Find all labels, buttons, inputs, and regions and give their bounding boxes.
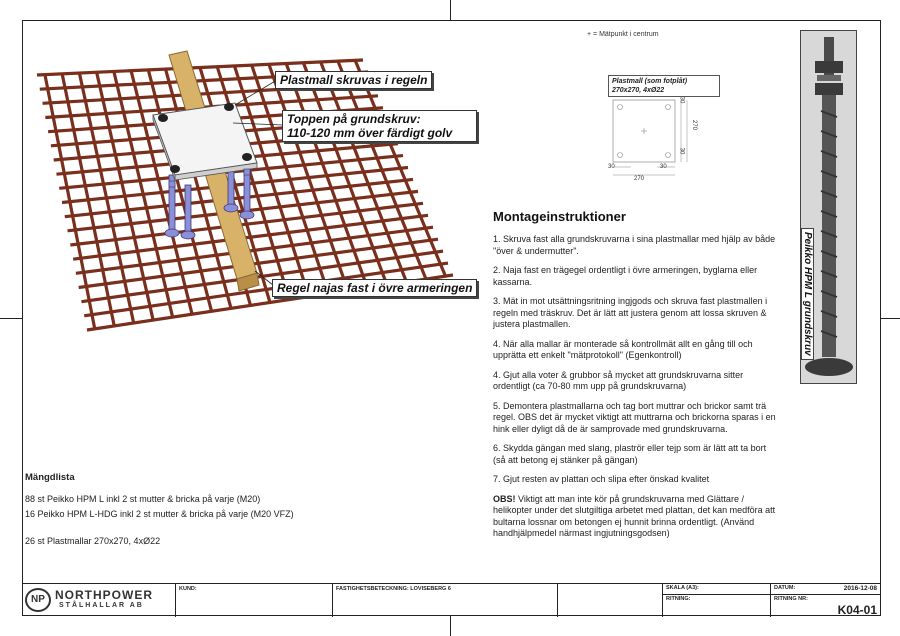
mangdlista — [25, 472, 445, 550]
instruction-obs — [493, 494, 778, 540]
crop-mark-top — [450, 0, 451, 20]
ritning-nr-label: RITNING NR: — [774, 596, 808, 602]
instruction-step: 7. Gjut resten av plattan och slipa efter önskad kvalitet — [493, 474, 710, 484]
tb-fastighet — [332, 584, 557, 617]
instruction-step: 2. Naja fast en trägegel ordentligt i övre armeringen, byglarna eller kassarna. — [493, 265, 758, 287]
ritning-label: RITNING: — [666, 596, 691, 602]
ritning-nr-row — [771, 595, 881, 617]
bolt-nut-1 — [815, 61, 843, 73]
bolt-foot — [165, 229, 179, 237]
datum-label: DATUM: — [774, 585, 796, 591]
anchor-bolt — [185, 185, 191, 233]
instruction-step: 5. Demontera plastmallarna och tag bort muttrar och brickor samt trä regel. OBS det är mycket viktigt att muttrarna och brickorna sparas i en hink eller dyligt då de är samprovade med grundskruvarna. — [493, 400, 776, 434]
bolt-foot — [240, 211, 254, 219]
datum-value: 2016-12-08 — [843, 585, 877, 592]
logo-company: NORTHPOWER — [55, 588, 153, 602]
datum-row — [771, 584, 881, 595]
fastighet-value: LOVISEBERG 6 — [410, 586, 451, 592]
northpower-logo — [25, 586, 175, 614]
callout-toppen-line2: 110-120 mm över färdigt golv — [287, 126, 453, 140]
instruction-step: 3. Mät in mot utsättningsritning ingjgods och skruva fast plastmallen i regeln med träskruv. Det är lätt att justera genom att lossa skruven & justera plastmallen. — [493, 296, 768, 329]
dim-30-right: 30 — [660, 164, 667, 170]
ritning-nr-value: K04-01 — [837, 603, 877, 617]
dim-270-bottom: 270 — [634, 176, 645, 182]
instruction-step: 4. Gjut alla voter & grubbor så mycket att grundskruvarna sitter ordentligt (ca 70-80 mm upp på grundskruvarna) — [493, 369, 744, 391]
product-label: Peikko HPM L grundskruv — [801, 228, 814, 360]
obs-text: Viktigt att man inte kör på grundskruvarna med Glättare / helikopter under det slutgiltiga arbetet med plattan, det kan medföra att bultarna lossnar om betongen ej hunnit brinna ordentligt. (Använd handhjälpmedel närmast ingjutningsgodsen) — [493, 493, 776, 538]
mangdlista-row: 88 st Peikko HPM L inkl 2 st mutter & bricka på varje (M20) — [25, 494, 261, 504]
fastighet-label: FASTIGHETSBETECKNING: — [336, 586, 409, 592]
instructions-heading: Montageinstruktioner — [493, 209, 626, 224]
bolt-foot — [181, 231, 195, 239]
instructions-title — [493, 209, 626, 224]
logo-company-sub: STÅLHALLAR AB — [59, 602, 144, 609]
dim-30-bottom-side: 30 — [678, 147, 685, 155]
kund-label: KUND: — [179, 586, 197, 592]
mangdlista-title: Mängdlista — [25, 472, 75, 483]
crop-mark-left — [0, 318, 22, 319]
instruction-step: 6. Skydda gängan med slang, plaströr eller tejp som är lätt att ta bort (så att betong ej stänker på gängan) — [493, 443, 767, 465]
instruction-step: 1. Skruva fast alla grundskruvarna i sina plastmallar med hjälp av både "över & undermutter". — [493, 234, 776, 256]
callout-toppen — [282, 110, 477, 142]
plastmall-dimension-drawing — [605, 95, 700, 185]
callout-plastmall: Plastmall skruvas i regeln — [275, 71, 432, 89]
instruction-step: 4. När alla mallar är monterade så kontrollmät allt en gång till och upprätta ett enkelt "mätprotokoll" (Egenkontroll) — [493, 338, 753, 360]
dim-30-left: 30 — [608, 164, 615, 170]
product-label-box — [798, 228, 818, 378]
plastmall-title-line1: Plastmall (som fotplåt) — [612, 78, 688, 85]
plastmall-title-line2: 270x270, 4xØ22 — [612, 87, 665, 94]
crop-mark-bottom — [450, 616, 451, 636]
rebar-illustration — [25, 45, 475, 345]
tb-datum — [770, 584, 881, 617]
tb-skala — [662, 584, 770, 617]
bolt-washer — [817, 75, 841, 81]
tb-kund — [175, 584, 332, 617]
mangdlista-row: 26 st Plastmallar 270x270, 4xØ22 — [25, 536, 161, 546]
crop-mark-right — [881, 318, 900, 319]
skala-label: SKALA (A3): — [663, 584, 770, 595]
callout-toppen-line1: Toppen på grundskruv: — [287, 112, 421, 126]
logo-mark: NP — [25, 588, 51, 612]
plastmall-detail-title — [608, 75, 720, 97]
obs-label: OBS! — [493, 493, 516, 504]
instructions-list — [493, 234, 778, 540]
bolt-foot — [224, 204, 238, 212]
dim-270-side: 270 — [691, 119, 698, 131]
callout-regel: Regel najas fast i övre armeringen — [272, 279, 477, 297]
tb-blank — [557, 584, 662, 617]
measure-legend: + = Mätpunkt i centrum — [587, 31, 659, 38]
dim-30-top-side: 30 — [678, 96, 685, 104]
mangdlista-row: 16 Peikko HPM L-HDG inkl 2 st mutter & bricka på varje (M20 VFZ) — [25, 509, 294, 519]
bolt-nut-2 — [815, 83, 843, 95]
